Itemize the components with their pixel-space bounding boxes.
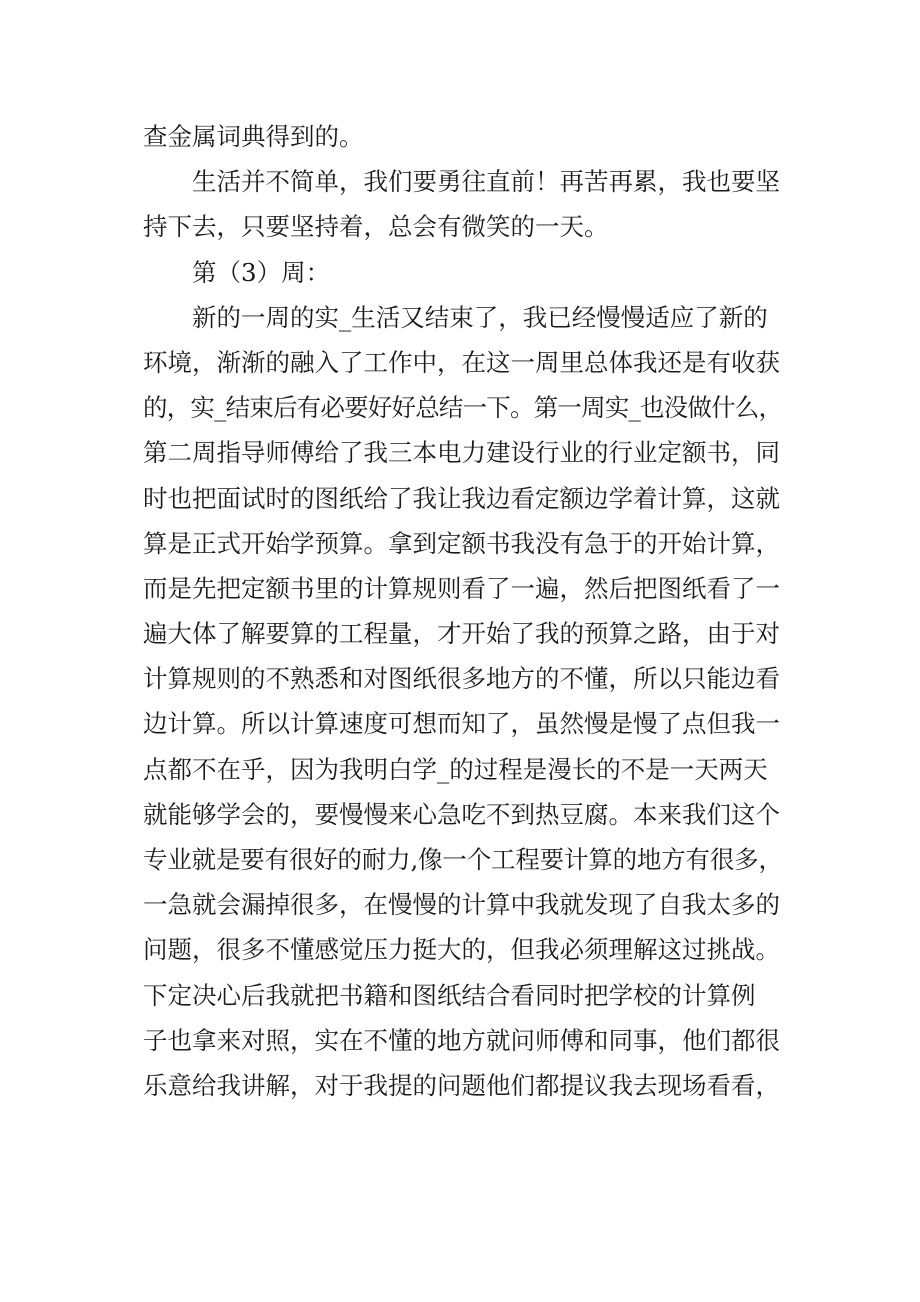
text-line: 算是正式开始学预算。拿到定额书我没有急于的开始计算， bbox=[143, 528, 780, 558]
text-line: 一急就会漏掉很多，在慢慢的计算中我就发现了自我太多的 bbox=[143, 890, 780, 920]
text-line: 而是先把定额书里的计算规则看了一遍，然后把图纸看了一 bbox=[143, 573, 780, 603]
text-line: 下定决心后我就把书籍和图纸结合看同时把学校的计算例 bbox=[143, 980, 756, 1010]
text-line: 时也把面试时的图纸给了我让我边看定额边学着计算，这就 bbox=[143, 483, 780, 513]
text-line: 专业就是要有很好的耐力,像一个工程要计算的地方有很多， bbox=[143, 845, 783, 874]
text-line: 边计算。所以计算速度可想而知了，虽然慢是慢了点但我一 bbox=[143, 709, 780, 739]
section-heading: 第（3）周： bbox=[192, 257, 331, 287]
text-line: 就能够学会的，要慢慢来心急吃不到热豆腐。本来我们这个 bbox=[143, 799, 780, 829]
text-line: 第二周指导师傅给了我三本电力建设行业的行业定额书，同 bbox=[143, 438, 780, 468]
document-body bbox=[143, 114, 783, 1108]
text-line: 子也拿来对照，实在不懂的地方就问师傅和同事，他们都很 bbox=[143, 1025, 780, 1055]
text-line: 持下去，只要坚持着，总会有微笑的一天。 bbox=[143, 212, 609, 242]
text-line: 问题，很多不懂感觉压力挺大的，但我必须理解这过挑战。 bbox=[143, 935, 780, 965]
text-line: 计算规则的不熟悉和对图纸很多地方的不懂，所以只能边看 bbox=[143, 664, 780, 694]
text-line: 遍大体了解要算的工程量，才开始了我的预算之路，由于对 bbox=[143, 619, 780, 649]
text-line: 环境，渐渐的融入了工作中，在这一周里总体我还是有收获 bbox=[143, 347, 780, 377]
text-line: 点都不在乎，因为我明白学_的过程是漫长的不是一天两天 bbox=[143, 754, 768, 784]
text-line: 乐意给我讲解，对于我提的问题他们都提议我去现场看看， bbox=[143, 1070, 780, 1100]
text-line: 生活并不简单，我们要勇往直前！再苦再累，我也要坚 bbox=[192, 167, 780, 197]
text-line: 的，实_结束后有必要好好总结一下。第一周实_也没做什么， bbox=[143, 393, 783, 423]
text-line: 查金属词典得到的。 bbox=[143, 122, 364, 151]
text-line: 新的一周的实_生活又结束了，我已经慢慢适应了新的 bbox=[192, 302, 768, 332]
